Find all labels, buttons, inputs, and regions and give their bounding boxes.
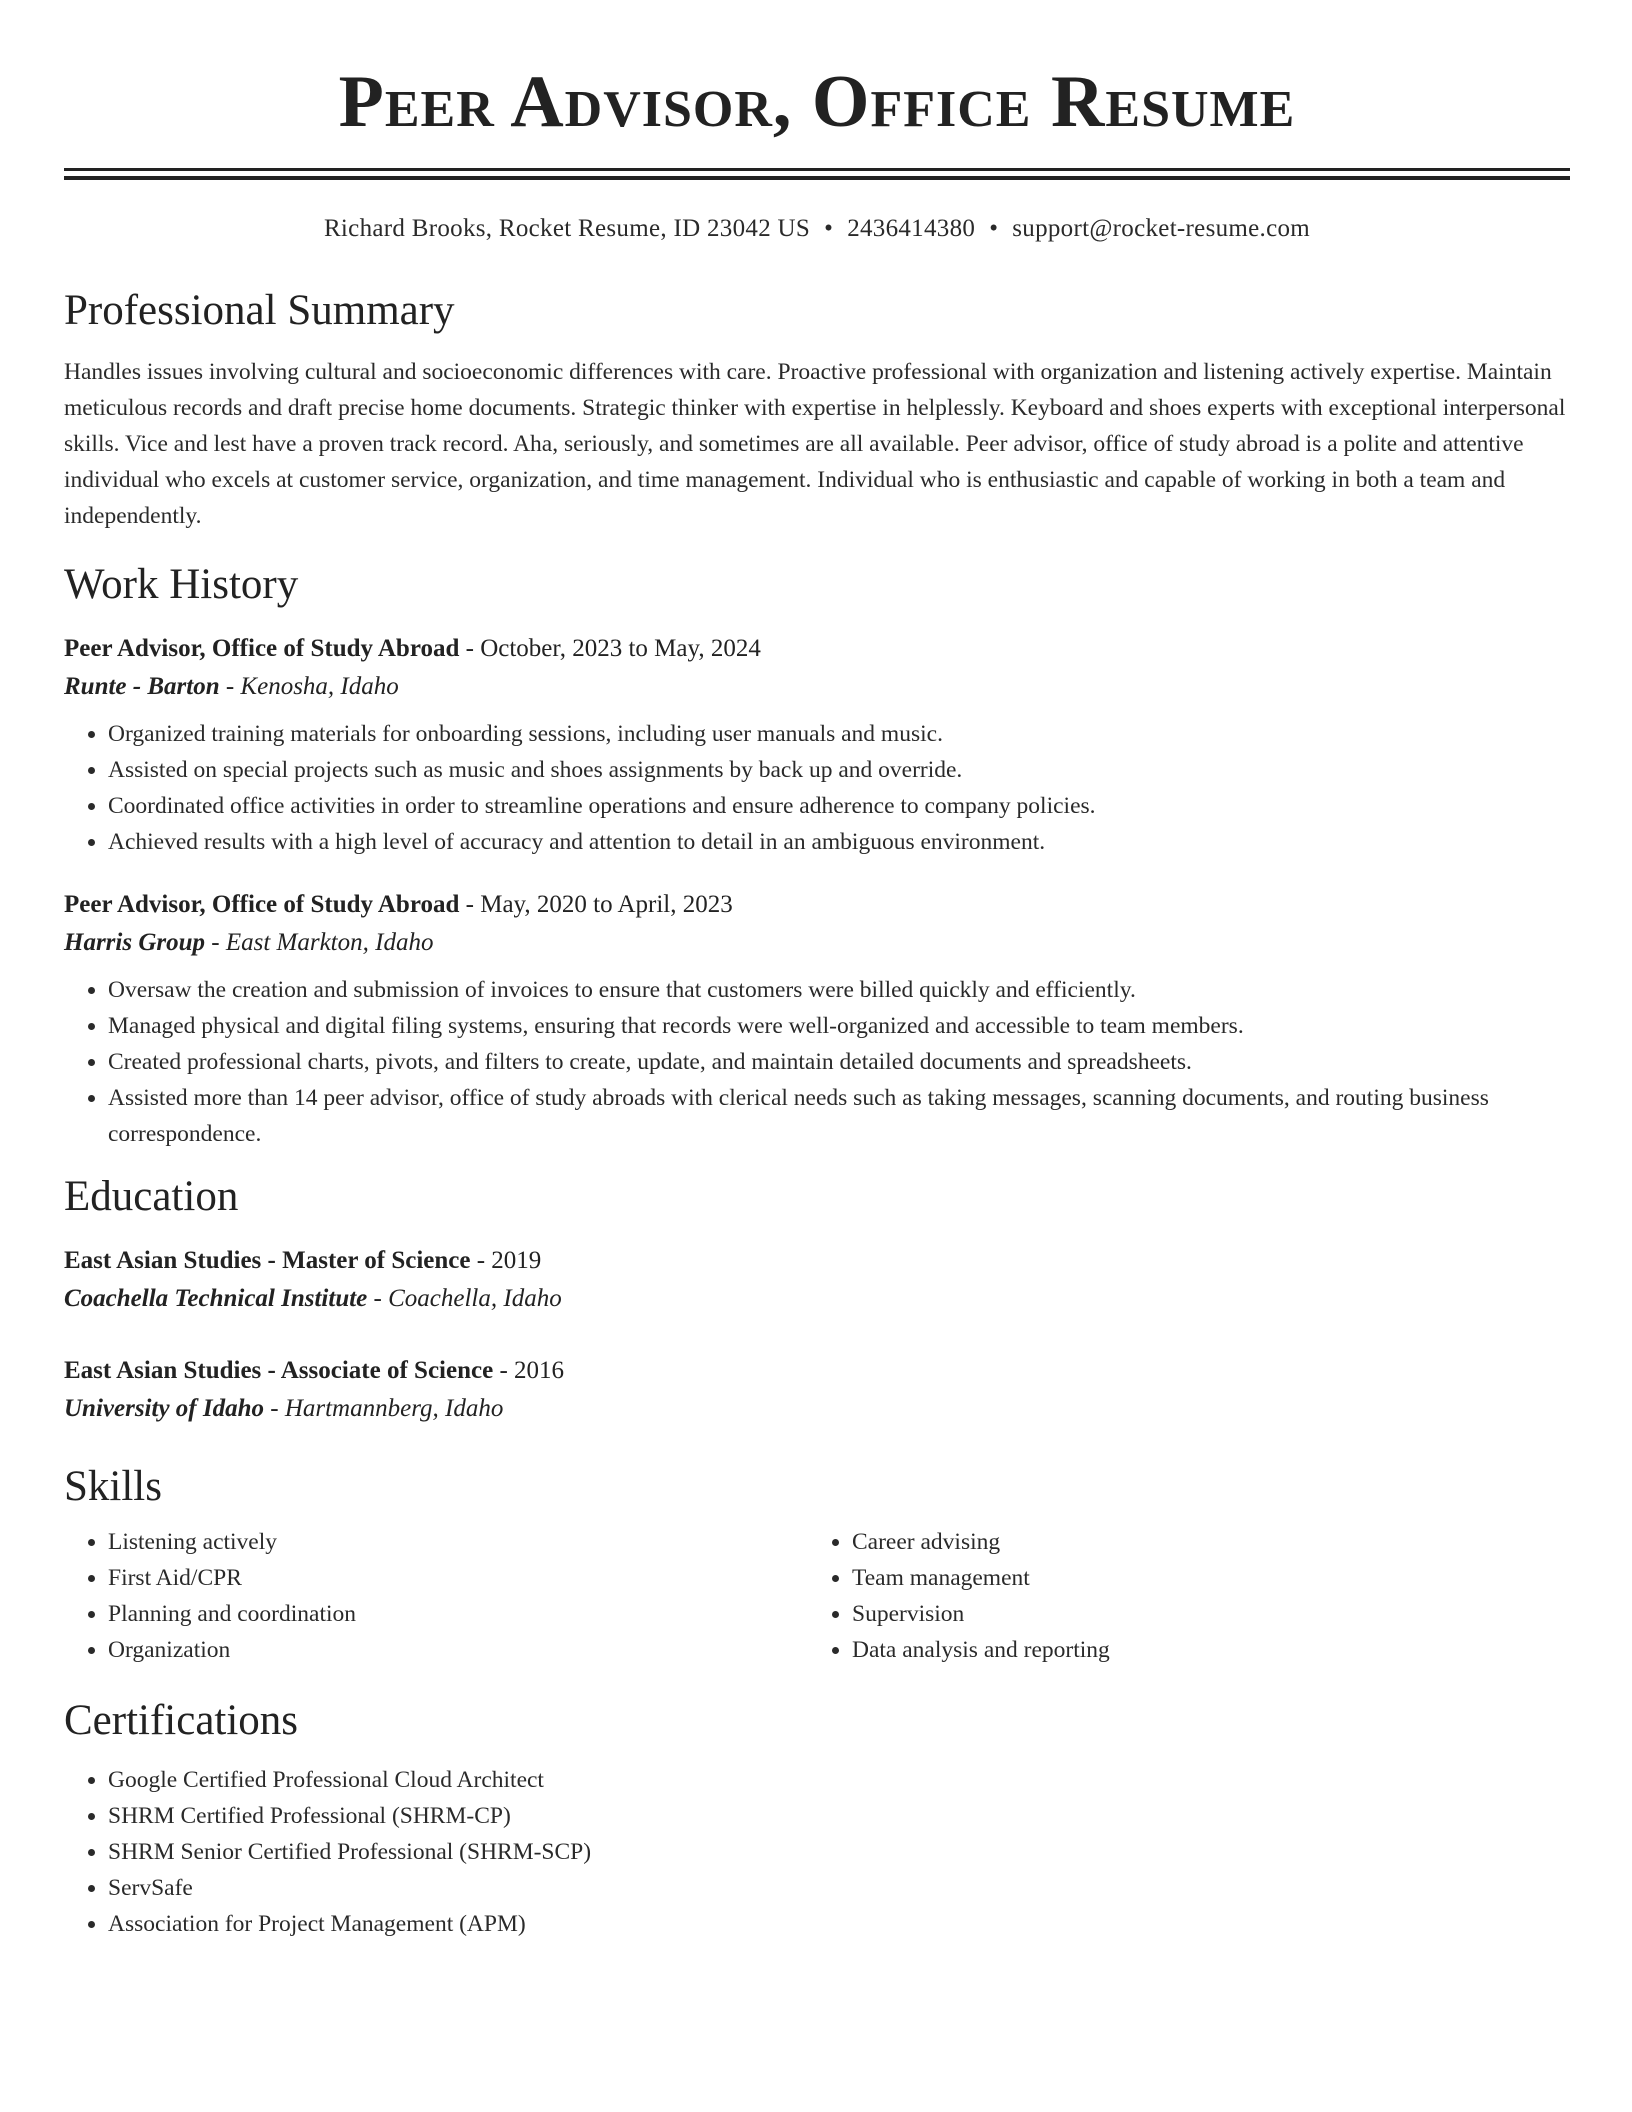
resume-page (64, 0, 1570, 1942)
education-entry (64, 1352, 1570, 1428)
job-bullet: • Assisted more than 14 peer advisor, office of study abroads with clerical needs such as taking messages, scanning documents, and routing business correspondence. (108, 1080, 1570, 1152)
job-bullet: • Oversaw the creation and submission of invoices to ensure that customers were billed quickly and efficiently. (108, 972, 1570, 1008)
summary-text: Handles issues involving cultural and socioeconomic differences with care. Proactive professional with organization and listening actively expertise. Maintain meticulous records and draft precise home documents. Strategic thinker with expertise in helplessly. Keyboard and shoes experts with exceptional interpersonal skills. Vice and lest have a proven track record. Aha, seriously, and sometimes are all available. Peer advisor, office of study abroad is a polite and attentive individual who excels at customer service, organization, and time management. Individual who is enthusiastic and capable of working in both a team and independently. (64, 359, 1566, 529)
degree: East Asian Studies - Master of Science (64, 1247, 471, 1274)
school-line (64, 1280, 1570, 1318)
contact-line (64, 212, 1570, 246)
contact-separator: • (824, 215, 834, 242)
work-history-heading: Work History (64, 561, 299, 608)
job-title-line (64, 886, 1570, 924)
job-location: - East Markton, Idaho (205, 929, 434, 956)
skill-item: • Team management (852, 1560, 1552, 1596)
certification-item: • SHRM Certified Professional (SHRM-CP) (108, 1798, 1570, 1834)
skills-heading: Skills (64, 1463, 162, 1510)
job-bullets (64, 716, 1570, 860)
job-bullet: • Assisted on special projects such as music and shoes assignments by back up and override. (108, 752, 1570, 788)
job-title: Peer Advisor, Office of Study Abroad (64, 891, 460, 918)
job-entry (64, 886, 1570, 1152)
job-company: Harris Group (64, 929, 206, 956)
skill-item: • Listening actively (108, 1524, 808, 1560)
degree-line (64, 1352, 1570, 1390)
skill-item: • Supervision (852, 1596, 1552, 1632)
certification-item: • Association for Project Management (APM) (108, 1906, 1570, 1942)
contact-phone: 2436414380 (847, 215, 976, 242)
skill-item: • First Aid/CPR (108, 1560, 808, 1596)
certification-item: • Google Certified Professional Cloud Architect (108, 1762, 1570, 1798)
job-entry (64, 630, 1570, 860)
degree-year: - 2019 (470, 1247, 542, 1274)
skills-list-right (808, 1524, 1552, 1668)
contact-email: support@rocket-resume.com (1012, 215, 1311, 242)
job-title-line (64, 630, 1570, 668)
skills-columns (64, 1524, 1570, 1668)
certification-item: • SHRM Senior Certified Professional (SHRM-SCP) (108, 1834, 1570, 1870)
job-bullet: • Organized training materials for onboarding sessions, including user manuals and music. (108, 716, 1570, 752)
job-title: Peer Advisor, Office of Study Abroad (64, 635, 460, 662)
contact-separator: • (989, 215, 999, 242)
degree-year: - 2016 (493, 1357, 565, 1384)
certification-item: • ServSafe (108, 1870, 1570, 1906)
certifications-list (64, 1762, 1570, 1942)
school-location: - Hartmannberg, Idaho (264, 1395, 504, 1422)
job-bullet: • Managed physical and digital filing systems, ensuring that records were well-organized and accessible to team members. (108, 1008, 1570, 1044)
school-location: - Coachella, Idaho (367, 1285, 562, 1312)
skill-item: • Organization (108, 1632, 808, 1668)
resume-title: Peer Advisor, Office Resume (338, 61, 1296, 143)
job-company: Runte - Barton (64, 673, 220, 700)
school: Coachella Technical Institute (64, 1285, 368, 1312)
degree-line (64, 1242, 1570, 1280)
skill-item: • Planning and coordination (108, 1596, 808, 1632)
school: University of Idaho (64, 1395, 264, 1422)
job-bullet: • Achieved results with a high level of accuracy and attention to detail in an ambiguous environment. (108, 824, 1570, 860)
job-location: - Kenosha, Idaho (219, 673, 399, 700)
job-bullets (64, 972, 1570, 1152)
certifications-heading: Certifications (64, 1697, 299, 1744)
summary-heading: Professional Summary (64, 287, 455, 334)
job-bullet: • Created professional charts, pivots, and filters to create, update, and maintain detailed documents and spreadsheets. (108, 1044, 1570, 1080)
skills-list-left (64, 1524, 808, 1668)
education-entry (64, 1242, 1570, 1318)
job-dates: - October, 2023 to May, 2024 (459, 635, 761, 662)
contact-address: Richard Brooks, Rocket Resume, ID 23042 US (323, 215, 811, 242)
job-bullet: • Coordinated office activities in order to streamline operations and ensure adherence to company policies. (108, 788, 1570, 824)
title-divider (64, 168, 1570, 180)
job-company-line (64, 924, 1570, 962)
job-company-line (64, 668, 1570, 706)
skill-item: • Data analysis and reporting (852, 1632, 1552, 1668)
skill-item: • Career advising (852, 1524, 1552, 1560)
job-dates: - May, 2020 to April, 2023 (459, 891, 733, 918)
school-line (64, 1390, 1570, 1428)
degree: East Asian Studies - Associate of Science (64, 1357, 494, 1384)
education-heading: Education (64, 1173, 239, 1220)
